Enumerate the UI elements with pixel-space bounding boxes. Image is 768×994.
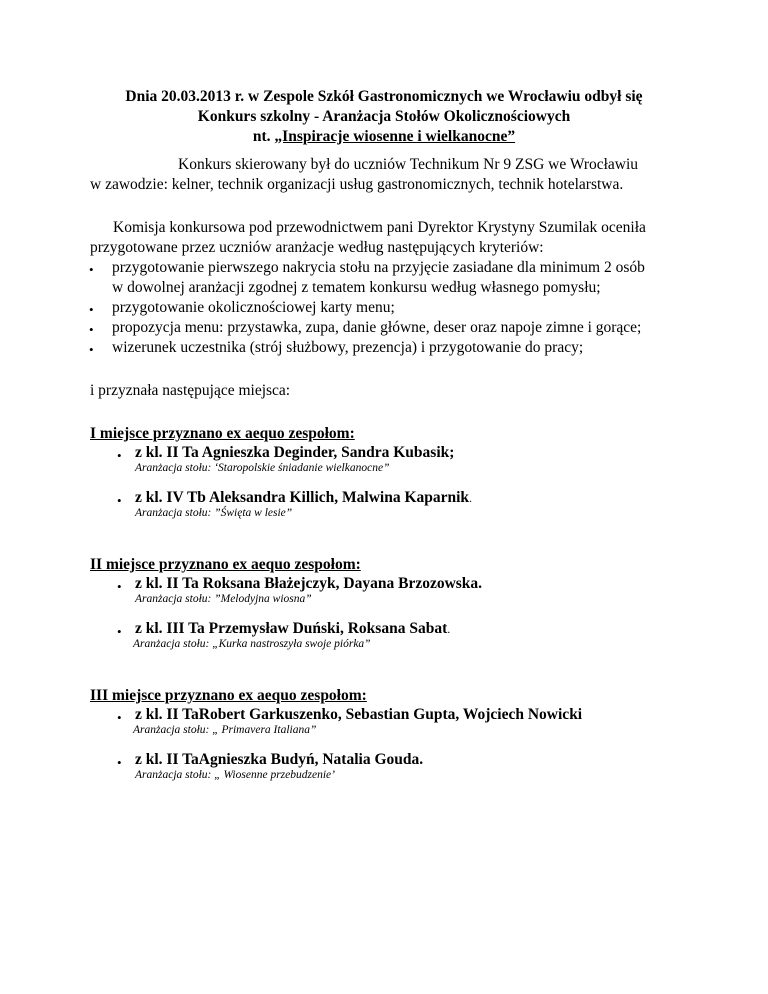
heading-line-1: Dnia 20.03.2013 r. w Zespole Szkół Gastronomicznych we Wrocławiu odbył się xyxy=(125,88,643,105)
bullet-icon: • xyxy=(117,579,122,594)
winner-names: z kl. IV Tb Aleksandra Killich, Malwina Kaparnik xyxy=(135,489,470,506)
section-3-arrangement-1: Aranżacja stołu: „ Primavera Italiana” xyxy=(133,724,317,736)
criteria-item-1-continued: w dowolnej aranżacji zgodnej z tematem konkursu według własnego pomysłu; xyxy=(112,279,601,296)
section-3-winner-1: z kl. II TaRobert Garkuszenko, Sebastian Gupta, Wojciech Nowicki xyxy=(135,706,583,723)
bullet-icon: • xyxy=(117,755,122,770)
heading-line-3 xyxy=(0,128,768,146)
bullet-icon: • xyxy=(117,448,122,463)
section-2-arrangement-2: Aranżacja stołu: „Kurka nastroszyła swoje piórka” xyxy=(133,638,371,650)
section-1-arrangement-2: Aranżacja stołu: ”Święta w lesie” xyxy=(135,507,293,519)
intro-line-2: w zawodzie: kelner, technik organizacji usług gastronomicznych, technik hotelarstwa. xyxy=(90,176,624,193)
bullet-icon: • xyxy=(117,493,122,508)
section-3-winner-2: z kl. II TaAgnieszka Budyń, Natalia Gouda. xyxy=(135,751,424,768)
commission-line-1: Komisja konkursowa pod przewodnictwem pani Dyrektor Krystyny Szumilak oceniła xyxy=(113,219,646,236)
criteria-item-4: wizerunek uczestnika (strój służbowy, prezencja) i przygotowanie do pracy; xyxy=(112,339,584,356)
winner-period: . xyxy=(447,622,451,636)
bullet-icon: • xyxy=(89,302,94,317)
closing-line: i przyznała następujące miejsca: xyxy=(90,382,291,399)
bullet-icon: • xyxy=(117,624,122,639)
criteria-item-3: propozycja menu: przystawka, zupa, danie główne, deser oraz napoje zimne i gorące; xyxy=(112,319,642,336)
heading-line-2: Konkurs szkolny - Aranżacja Stołów Okolicznościowych xyxy=(197,108,571,125)
section-1-winner-2 xyxy=(135,489,472,507)
bullet-icon: • xyxy=(117,710,122,725)
bullet-icon: • xyxy=(89,262,94,277)
section-1-title: I miejsce przyznano ex aequo zespołom: xyxy=(90,425,355,442)
section-2-winner-2 xyxy=(135,620,450,638)
winner-period: . xyxy=(469,491,473,505)
criteria-item-2: przygotowanie okolicznościowej karty menu; xyxy=(112,299,395,316)
winner-names: z kl. III Ta Przemysław Duński, Roksana Sabat xyxy=(135,620,448,637)
heading-topic-prefix: nt. xyxy=(252,128,275,145)
section-2-arrangement-1: Aranżacja stołu: ”Melodyjna wiosna” xyxy=(135,593,312,605)
criteria-item-1: przygotowanie pierwszego nakrycia stołu na przyjęcie zasiadane dla minimum 2 osób xyxy=(112,259,645,276)
section-2-title: II miejsce przyznano ex aequo zespołom: xyxy=(90,556,361,573)
section-3-title: III miejsce przyznano ex aequo zespołom: xyxy=(90,687,367,704)
section-3-arrangement-2: Aranżacja stołu: „ Wiosenne przebudzenie’ xyxy=(135,769,335,781)
intro-line-1: Konkurs skierowany był do uczniów Technikum Nr 9 ZSG we Wrocławiu xyxy=(178,156,639,173)
heading-topic: „Inspiracje wiosenne i wielkanocne” xyxy=(274,128,516,145)
section-2-winner-1: z kl. II Ta Roksana Błażejczyk, Dayana Brzozowska. xyxy=(135,575,483,592)
section-1-winner-1: z kl. II Ta Agnieszka Deginder, Sandra Kubasik; xyxy=(135,444,455,461)
section-1-arrangement-1: Aranżacja stołu: ‘Staropolskie śniadanie wielkanocne” xyxy=(135,462,390,474)
bullet-icon: • xyxy=(89,322,94,337)
bullet-icon: • xyxy=(89,342,94,357)
commission-line-2: przygotowane przez uczniów aranżacje według następujących kryteriów: xyxy=(90,239,544,256)
